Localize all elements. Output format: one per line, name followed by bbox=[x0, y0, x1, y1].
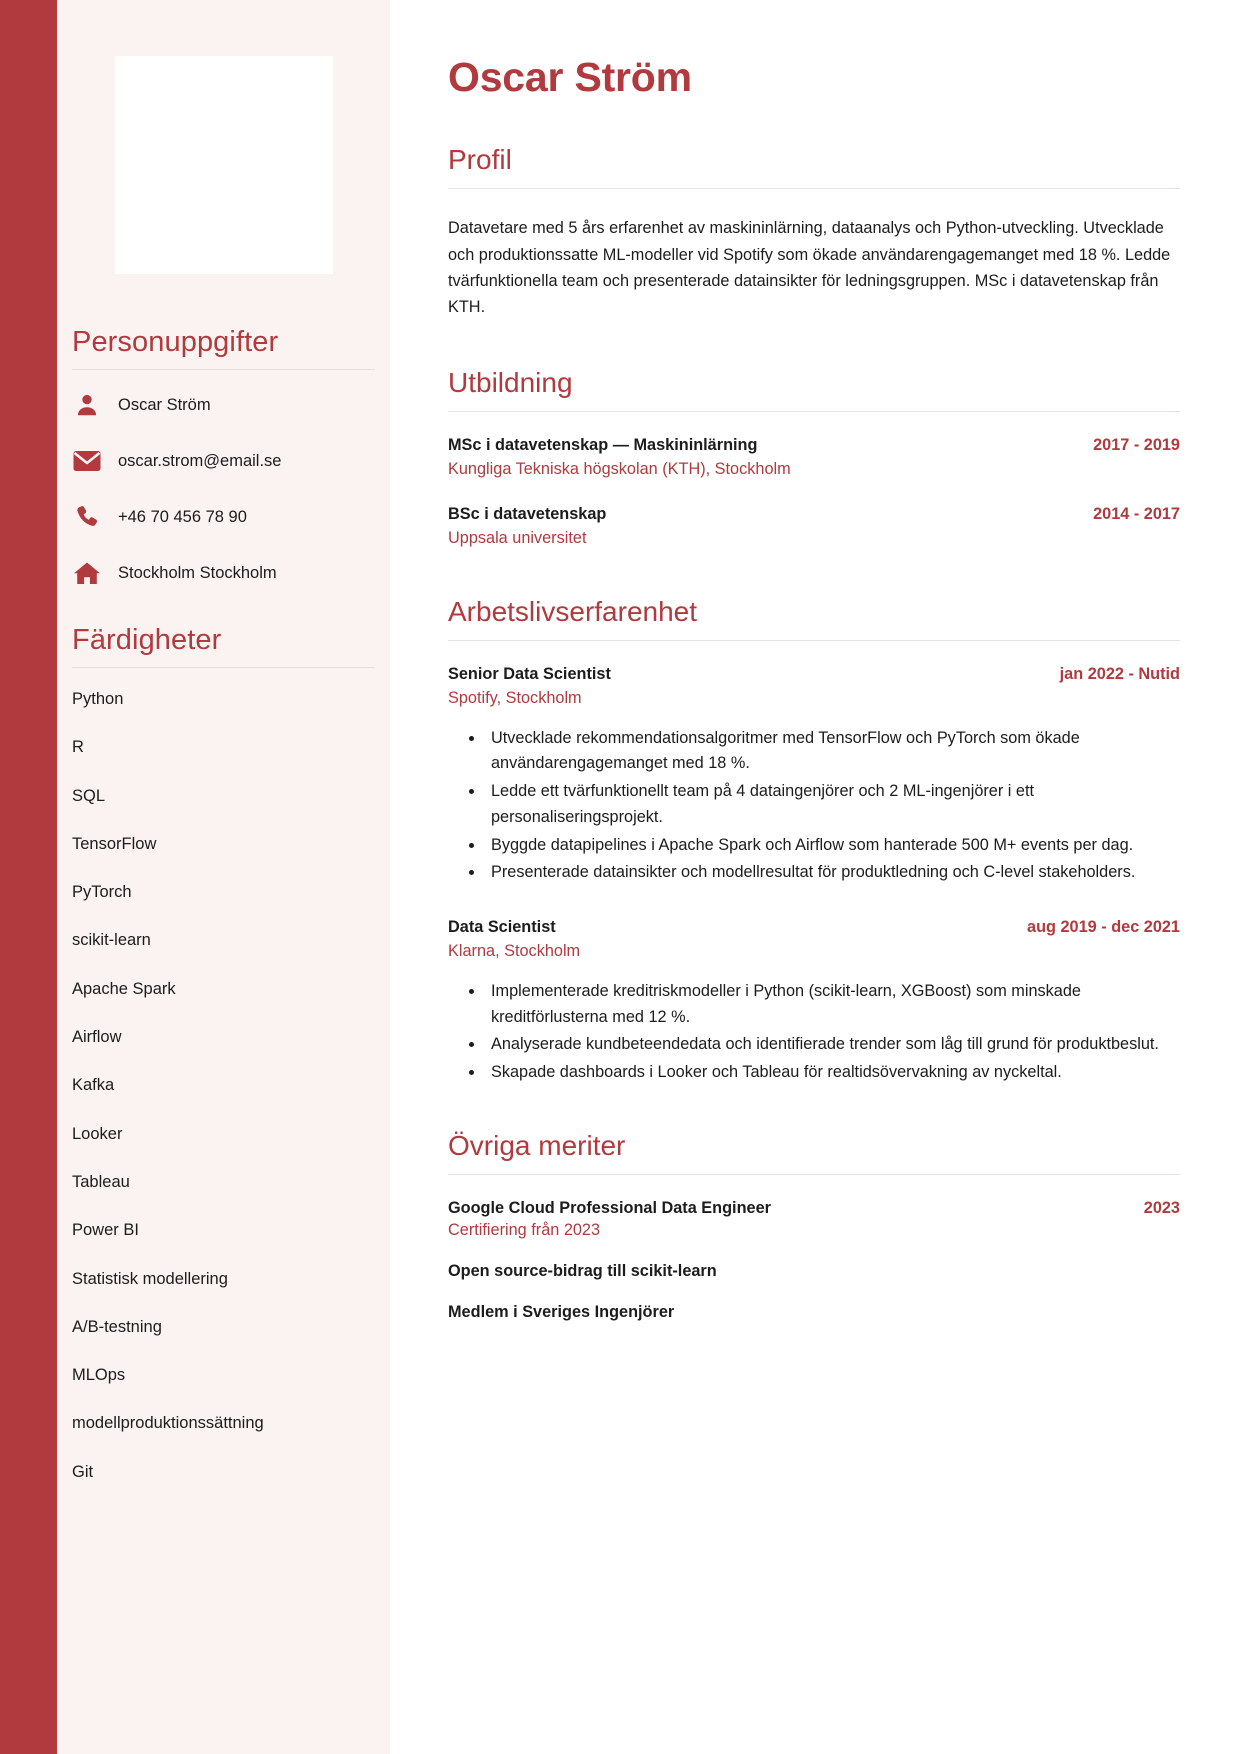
phone-icon bbox=[72, 504, 102, 530]
skills-section bbox=[72, 624, 375, 1483]
personal-details-section bbox=[72, 326, 375, 592]
job-date: jan 2022 - Nutid bbox=[1059, 664, 1180, 683]
list-item: Power BI bbox=[72, 1221, 139, 1240]
experience-entry-row bbox=[448, 663, 1180, 685]
list-item: Airflow bbox=[72, 1028, 122, 1047]
left-accent-stripe bbox=[0, 0, 57, 1754]
certification-subtitle: Certifiering från 2023 bbox=[448, 1221, 601, 1239]
list-item: R bbox=[72, 738, 84, 757]
experience-section bbox=[448, 596, 1180, 1086]
other-merits-heading: Övriga meriter bbox=[448, 1129, 626, 1161]
contact-item-phone[interactable] bbox=[72, 498, 375, 536]
job-title: Senior Data Scientist bbox=[448, 664, 611, 683]
education-date: 2014 - 2017 bbox=[1093, 504, 1180, 523]
list-item: SQL bbox=[72, 786, 106, 805]
education-divider bbox=[448, 411, 1180, 412]
contact-item-location bbox=[72, 554, 375, 592]
list-item: Git bbox=[72, 1462, 94, 1481]
contact-item-name bbox=[72, 386, 375, 424]
list-item: A/B-testning bbox=[72, 1317, 162, 1336]
skills-divider bbox=[72, 667, 375, 668]
main-content bbox=[390, 0, 1241, 1754]
list-item: Kafka bbox=[72, 1076, 115, 1095]
education-section bbox=[448, 367, 1180, 550]
job-bullet-list bbox=[448, 726, 1180, 886]
home-icon bbox=[72, 561, 102, 586]
personal-details-divider bbox=[72, 369, 375, 370]
list-item: modellproduktionssättning bbox=[72, 1414, 264, 1433]
other-merit-row bbox=[448, 1303, 1180, 1322]
education-degree: MSc i datavetenskap — Maskininlärning bbox=[448, 436, 758, 455]
profile-section bbox=[448, 144, 1180, 321]
experience-divider bbox=[448, 640, 1180, 641]
list-item: • Utvecklade rekommendationsalgoritmer med TensorFlow och PyTorch som ökade användarengagemanget med 18 %. bbox=[485, 726, 1180, 777]
person-icon bbox=[72, 392, 102, 418]
list-item: PyTorch bbox=[72, 883, 132, 902]
education-entry-row bbox=[448, 434, 1180, 456]
list-item: • Implementerade kreditriskmodeller i Python (scikit-learn, XGBoost) som minskade kreditförlusterna med 12 %. bbox=[485, 979, 1180, 1030]
contact-value-location: Stockholm Stockholm bbox=[118, 563, 277, 582]
other-merit-row bbox=[448, 1262, 1180, 1281]
experience-heading: Arbetslivserfarenhet bbox=[448, 595, 698, 627]
job-company: Klarna, Stockholm bbox=[448, 942, 581, 961]
education-date: 2017 - 2019 bbox=[1093, 436, 1180, 455]
contact-value-name: Oscar Ström bbox=[118, 395, 211, 414]
profile-photo-placeholder bbox=[115, 56, 333, 274]
list-item: Apache Spark bbox=[72, 979, 176, 998]
other-merit-entry bbox=[448, 1262, 1180, 1281]
list-item: Statistisk modellering bbox=[72, 1269, 228, 1288]
personal-details-heading: Personuppgifter bbox=[72, 326, 279, 358]
education-entry-row bbox=[448, 503, 1180, 525]
list-item: Python bbox=[72, 690, 124, 708]
certification-title: Google Cloud Professional Data Engineer bbox=[448, 1199, 771, 1217]
list-item: • Byggde datapipelines i Apache Spark och Airflow som hanterade 500 M+ events per dag. bbox=[485, 833, 1180, 859]
list-item: TensorFlow bbox=[72, 834, 157, 853]
education-entry bbox=[448, 434, 1180, 481]
contact-list bbox=[72, 376, 375, 592]
education-entry bbox=[448, 503, 1180, 550]
skills-list bbox=[72, 674, 375, 1483]
list-item: scikit-learn bbox=[72, 931, 151, 950]
profile-divider bbox=[448, 188, 1180, 189]
other-merit-entry bbox=[448, 1197, 1180, 1240]
experience-entry bbox=[448, 916, 1180, 1086]
other-merit-row bbox=[448, 1197, 1180, 1219]
education-degree: BSc i datavetenskap bbox=[448, 504, 607, 523]
job-bullet-list bbox=[448, 979, 1180, 1086]
other-merits-section bbox=[448, 1130, 1180, 1322]
list-item: Looker bbox=[72, 1124, 123, 1143]
other-merits-divider bbox=[448, 1174, 1180, 1175]
experience-entry bbox=[448, 663, 1180, 886]
list-item: • Ledde ett tvärfunktionellt team på 4 dataingenjörer och 2 ML-ingenjörer i ett personaliseringsprojekt. bbox=[485, 779, 1180, 830]
certification-title: Medlem i Sveriges Ingenjörer bbox=[448, 1303, 675, 1321]
job-title: Data Scientist bbox=[448, 918, 556, 937]
list-item: MLOps bbox=[72, 1366, 126, 1385]
certification-date: 2023 bbox=[1143, 1199, 1180, 1217]
skills-heading: Färdigheter bbox=[72, 624, 222, 656]
certification-title: Open source-bidrag till scikit-learn bbox=[448, 1262, 717, 1280]
contact-item-email[interactable] bbox=[72, 442, 375, 480]
list-item: • Skapade dashboards i Looker och Tableau för realtidsövervakning av nyckeltal. bbox=[485, 1060, 1180, 1086]
contact-value-email: oscar.strom@email.se bbox=[118, 451, 282, 470]
job-company: Spotify, Stockholm bbox=[448, 688, 582, 707]
list-item: • Analyserade kundbeteendedata och identifierade trender som låg till grund för produktbeslut. bbox=[485, 1032, 1180, 1058]
list-item: Tableau bbox=[72, 1172, 130, 1191]
other-merit-entry bbox=[448, 1303, 1180, 1322]
list-item: • Presenterade datainsikter och modellresultat för produktledning och C-level stakeholders. bbox=[485, 860, 1180, 886]
page-title: Oscar Ström bbox=[448, 54, 692, 100]
education-institution: Uppsala universitet bbox=[448, 528, 587, 547]
education-institution: Kungliga Tekniska högskolan (KTH), Stockholm bbox=[448, 460, 791, 479]
sidebar bbox=[57, 0, 390, 1754]
profile-summary-text: Datavetare med 5 års erfarenhet av maskininlärning, dataanalys och Python-utveckling. Utvecklade och produktionssatte ML-modeller vid Spotify som ökade användarengagemanget med 18 %. Ledde tvärfunktionella team och presenterade datainsikter för ledningsgruppen. MSc i datavetenskap från KTH. bbox=[448, 219, 1171, 317]
experience-entry-row bbox=[448, 916, 1180, 938]
education-heading: Utbildning bbox=[448, 366, 573, 398]
envelope-icon bbox=[72, 450, 102, 472]
job-date: aug 2019 - dec 2021 bbox=[1027, 918, 1180, 937]
contact-value-phone: +46 70 456 78 90 bbox=[118, 507, 247, 526]
profile-heading: Profil bbox=[448, 144, 512, 176]
